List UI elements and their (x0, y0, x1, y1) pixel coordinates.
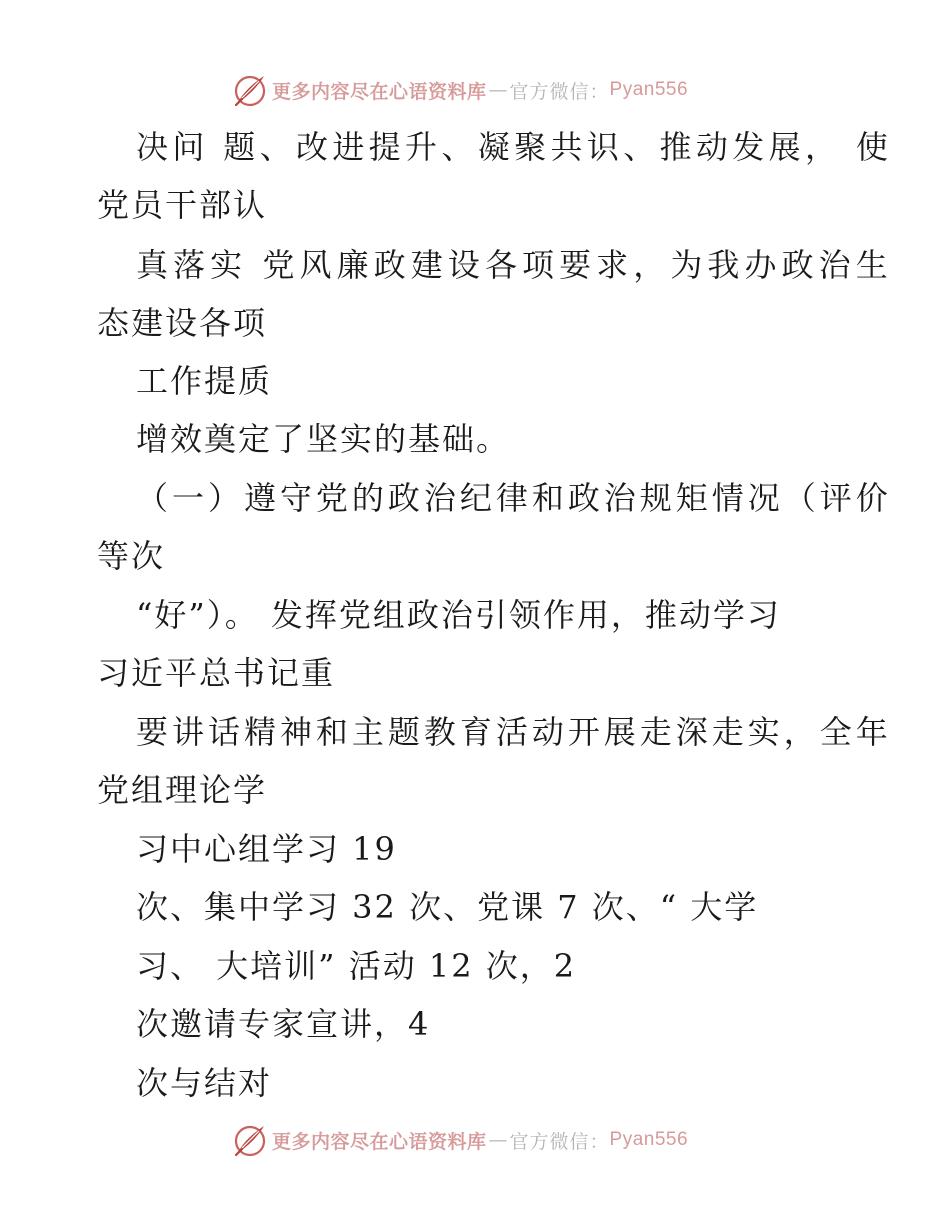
watermark-wechat-id: Pyan556 (609, 79, 689, 100)
text-line: 要 讲 话 精 神 和 主 题 教 育 活 动 开 展 走 深 走 实 ， 全 年 (136, 713, 888, 751)
watermark-separator: — (488, 79, 508, 101)
text-line: 真 落 实 党 风 廉 政 建 设 各 项 要 求 ， 为 我 办 政 治 生 (136, 246, 888, 284)
watermark-header (232, 70, 688, 110)
text-line: 习、 大培训” 活动 12 次，2 (136, 947, 577, 985)
text-line: 决 问 题 、 改 进 提 升 、 凝 聚 共 识 、 推 动 发 展 ， 使 (136, 128, 888, 166)
text-line: 党组理论学 (97, 771, 268, 809)
watermark-main-text: 更多内容尽在心语资料库 (272, 1130, 487, 1153)
text-line: 次、集中学习 32 次、党课 7 次、“ 大学 (136, 888, 759, 926)
text-line: 工作提质 (136, 362, 273, 400)
text-line: （ 一 ） 遵 守 党 的 政 治 纪 律 和 政 治 规 矩 情 况 （ 评 价 (136, 479, 888, 517)
watermark-wechat-id: Pyan556 (609, 1129, 689, 1150)
text-line: 等次 (97, 537, 166, 575)
text-line: 习中心组学习 19 (136, 830, 397, 868)
text-line: 党员干部认 (97, 186, 268, 224)
text-line: 习近平总书记重 (97, 654, 336, 692)
watermark-sub-text: 官方微信： (509, 1130, 610, 1153)
watermark-main-text: 更多内容尽在心语资料库 (272, 80, 487, 103)
text-line: 态建设各项 (97, 304, 268, 342)
watermark-separator: — (488, 1129, 508, 1151)
watermark-footer (232, 1120, 688, 1160)
text-line: 增效奠定了坚实的基础。 (136, 420, 511, 458)
text-line: “好”）。 发挥党组政治引领作用，推动学习 (136, 596, 781, 634)
watermark-sub-text: 官方微信： (509, 80, 610, 103)
text-line: 次与结对 (136, 1064, 273, 1102)
text-line: 次邀请专家宣讲，4 (136, 1005, 431, 1043)
quill-logo-icon (232, 1122, 268, 1158)
quill-logo-icon (232, 72, 268, 108)
